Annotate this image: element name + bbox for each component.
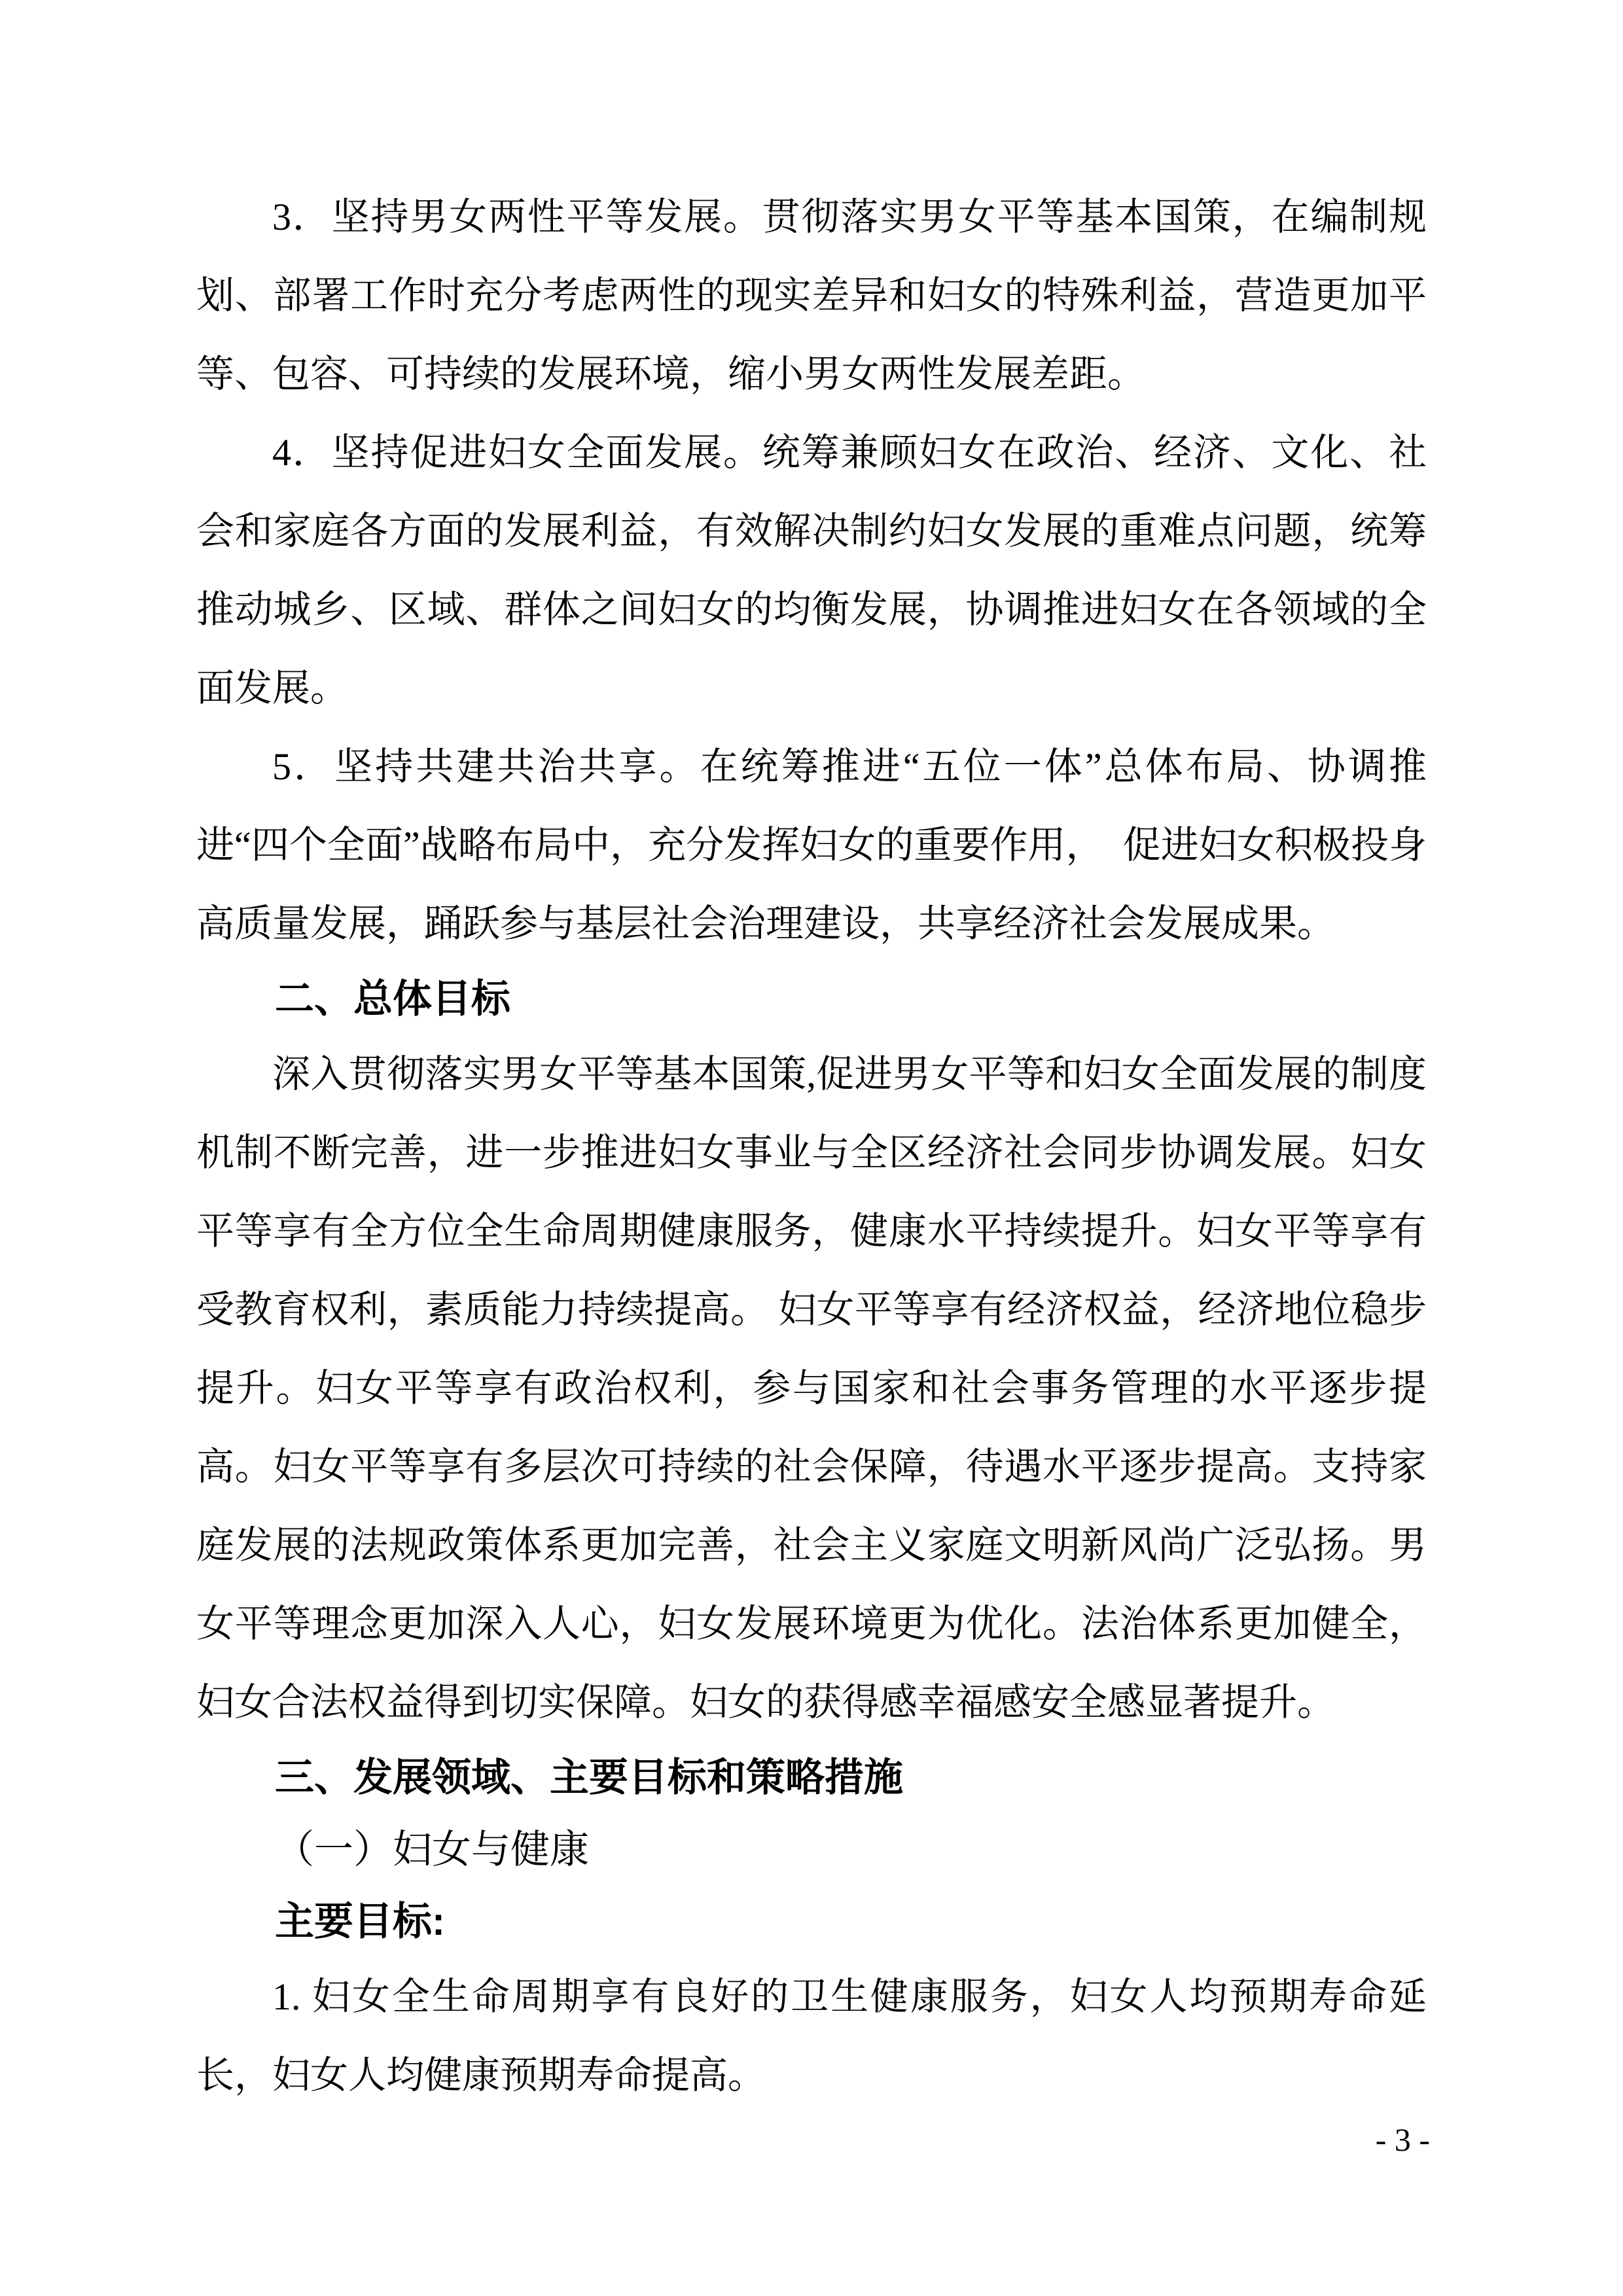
section-heading-overall-goals: 二、总体目标 [275, 977, 510, 1021]
body-paragraph-4: 4．坚持促进妇女全面发展。统筹兼顾妇女在政治、经济、文化、社会和家庭各方面的发展利益，有效解决制约妇女发展的重难点问题，统筹推动城乡、区域、群体之间妇女的均衡发展，协调推进妇女在各领域的全面发展。 [196, 431, 1427, 709]
document-body [196, 178, 1427, 2115]
subsection-heading-women-and-health: （一）妇女与健康 [275, 1828, 589, 1871]
subsection-heading-main-goals: 主要目标: [275, 1899, 445, 1943]
page-number: - 3 - [1375, 2121, 1430, 2158]
section-heading-development-areas: 三、发展领域、主要目标和策略措施 [275, 1756, 903, 1799]
body-paragraph-3: 3．坚持男女两性平等发展。贯彻落实男女平等基本国策，在编制规划、部署工作时充分考虑两性的现实差异和妇女的特殊利益，营造更加平等、包容、可持续的发展环境，缩小男女两性发展差距。 [196, 196, 1427, 395]
body-paragraph-5: 5．坚持共建共治共享。在统筹推进“五位一体”总体布局、协调推进“四个全面”战略布局中，充分发挥妇女的重要作用， 促进妇女积极投身高质量发展，踊跃参与基层社会治理建设，共享经济社会发展成果。 [196, 745, 1427, 945]
body-paragraph-goal-1: 1. 妇女全生命周期享有良好的卫生健康服务，妇女人均预期寿命延长，妇女人均健康预期寿命提高。 [196, 1975, 1427, 2096]
body-paragraph-overall-goals: 深入贯彻落实男女平等基本国策,促进男女平等和妇女全面发展的制度机制不断完善，进一步推进妇女事业与全区经济社会同步协调发展。妇女平等享有全方位全生命周期健康服务，健康水平持续提升。妇女平等享有受教育权利，素质能力持续提高。 妇女平等享有经济权益，经济地位稳步提升。妇女平等享有政治权利，参与国家和社会事务管理的水平逐步提高。妇女平等享有多层次可持续的社会保障，待遇水平逐步提高。支持家庭发展的法规政策体系更加完善，社会主义家庭文明新风尚广泛弘扬。男女平等理念更加深入人心，妇女发展环境更为优化。法治体系更加健全，妇女合法权益得到切实保障。妇女的获得感幸福感安全感显著提升。 [196, 1053, 1427, 1723]
